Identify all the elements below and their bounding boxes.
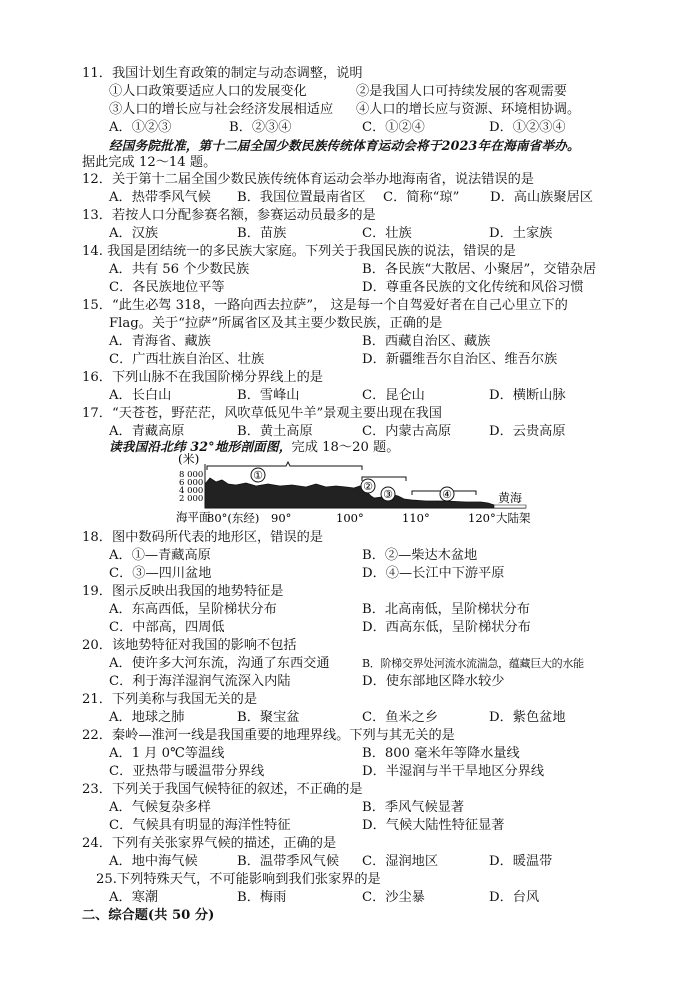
- q11-option-c: C．①②④: [362, 120, 425, 135]
- terrain-profile-figure: [176, 450, 536, 526]
- q17-option-c: C．内蒙古高原: [362, 424, 452, 439]
- q24-option-a: A．地中海气候: [109, 854, 198, 869]
- q21-option-c: C．鱼米之乡: [362, 710, 439, 725]
- intro-18-20-material: 读我国沿北纬 32°地形剖面图，: [109, 439, 292, 454]
- profile-x-tick-90: 90°: [271, 511, 292, 525]
- q13-option-d: D．土家族: [489, 226, 553, 241]
- q18-option-d: D．④—长江中下游平原: [362, 566, 505, 581]
- q21-option-a: A．地球之肺: [109, 710, 185, 725]
- q17-option-a: A．青藏高原: [109, 424, 185, 439]
- q15-option-d: D．新疆维吾尔自治区、维吾尔族: [362, 352, 558, 367]
- q20-option-b: B．阶梯交界处河流水流湍急，蕴藏巨大的水能: [362, 657, 584, 670]
- intro-18-20-instruction: 完成 18～20 题。: [291, 440, 400, 455]
- q23-option-a: A．气候复杂多样: [109, 800, 211, 815]
- q25-option-b: B．梅雨: [237, 890, 287, 905]
- profile-x-tick-120: 120°: [468, 511, 496, 525]
- profile-x-tick-110: 110°: [402, 511, 430, 525]
- q15-option-c: C．广西壮族自治区、壮族: [109, 352, 265, 367]
- q24-option-c: C．湿润地区: [362, 854, 439, 869]
- q11-option-a: A．①②③: [109, 120, 172, 135]
- q22-option-b: B．800 毫米年等降水量线: [362, 746, 520, 761]
- q11-statement-4: ④人口的增长应与资源、环境相协调。: [356, 102, 581, 117]
- q14-stem: 14. 我国是团结统一的多民族大家庭。下列关于我国民族的说法，错误的是: [82, 244, 516, 259]
- q21-stem: 21．下列美称与我国无关的是: [82, 692, 258, 707]
- q14-option-c: C．各民族地位平等: [109, 280, 225, 295]
- q12-stem: 12．关于第十二届全国少数民族传统体育运动会举办地海南省，说法错误的是: [82, 172, 534, 187]
- profile-marker-3: ③: [383, 488, 393, 501]
- profile-y-tick-8000: 8 000: [179, 470, 204, 480]
- q13-option-b: B．苗族: [237, 226, 287, 241]
- q18-option-a: A．①—青藏高原: [109, 548, 211, 563]
- q11-statement-1: ①人口政策要适应人口的发展变化: [109, 84, 307, 99]
- q11-option-b: B．②③④: [229, 120, 292, 135]
- q22-stem: 22．秦岭—淮河一线是我国重要的地理界线。下列与其无关的是: [82, 728, 455, 743]
- profile-shelf-name: 大陆架: [496, 511, 531, 525]
- q25-option-c: C．沙尘暴: [362, 890, 425, 905]
- q23-option-d: D．气候大陆性特征显著: [362, 818, 505, 833]
- profile-marker-2: ②: [363, 480, 373, 493]
- q14-option-b: B．各民族“大散居、小聚居”，交错杂居: [362, 262, 597, 277]
- q20-stem: 20．该地势特征对我国的影响不包括: [82, 638, 297, 653]
- q20-option-d: D．使东部地区降水较少: [362, 674, 505, 689]
- q18-option-b: B．②—柴达木盆地: [362, 548, 478, 563]
- q14-option-a: A．共有 56 个少数民族: [109, 262, 250, 277]
- q24-stem: 24．下列有关张家界气候的描述，正确的是: [82, 836, 337, 851]
- q20-option-c: C．利于海洋湿润气流深入内陆: [109, 674, 291, 689]
- q23-option-c: C．气候具有明显的海洋性特征: [109, 818, 291, 833]
- profile-sea: [494, 505, 526, 508]
- intro-12-14-material: 经国务院批准，第十二届全国少数民族传统体育运动会将于2023年在海南省举办。: [109, 138, 580, 153]
- q23-option-b: B．季风气候显著: [362, 800, 465, 815]
- q25-stem: 25.下列特殊天气，不可能影响到我们张家界的是: [96, 872, 381, 887]
- q21-option-b: B．聚宝盆: [237, 710, 300, 725]
- q13-option-c: C．壮族: [362, 226, 412, 241]
- q12-option-a: A．热带季风气候: [109, 190, 211, 205]
- q12-option-d: D．高山族聚居区: [490, 190, 593, 205]
- q11-option-d: D．①②③④: [489, 120, 566, 135]
- q12-option-c: C．简称“琼”: [383, 190, 460, 205]
- q15-option-a: A．青海省、藏族: [109, 334, 211, 349]
- q16-stem: 16．下列山脉不在我国阶梯分界线上的是: [82, 370, 323, 385]
- q23-stem: 23．下列关于我国气候特征的叙述，不正确的是: [82, 782, 363, 797]
- q25-option-d: D．台风: [489, 890, 540, 905]
- q19-stem: 19．图示反映出我国的地势特征是: [82, 584, 284, 599]
- q13-stem: 13．若按人口分配参赛名额，参赛运动员最多的是: [82, 208, 376, 223]
- q19-option-c: C．中部高，四周低: [109, 620, 225, 635]
- q13-option-a: A．汉族: [109, 226, 159, 241]
- q19-option-d: D．西高东低，呈阶梯状分布: [362, 620, 531, 635]
- q11-statement-3: ③人口的增长应与社会经济发展相适应: [109, 102, 334, 117]
- q22-option-a: A．1 月 0℃等温线: [109, 746, 225, 761]
- profile-marker-1: ①: [253, 469, 263, 482]
- profile-y-tick-4000: 4 000: [179, 486, 204, 496]
- q15-option-b: B．西藏自治区、藏族: [362, 334, 491, 349]
- q22-option-c: C．亚热带与暖温带分界线: [109, 764, 265, 779]
- profile-y-tick-6000: 6 000: [179, 478, 204, 488]
- profile-x-tick-80: 80°(东经): [207, 511, 260, 525]
- profile-y-tick-2000: 2 000: [179, 494, 204, 504]
- q16-option-a: A．长白山: [109, 388, 172, 403]
- q11-stem: 11．我国计划生育政策的制定与动态调整，说明: [82, 66, 363, 81]
- profile-bracket-1: [207, 462, 362, 470]
- q22-option-d: D．半湿润与半干旱地区分界线: [362, 764, 545, 779]
- q24-option-d: D．暖温带: [489, 854, 553, 869]
- q16-option-d: D．横断山脉: [489, 388, 566, 403]
- q15-stem-line-2: Flag。关于“拉萨”所属省区及其主要少数民族，正确的是: [109, 316, 443, 331]
- q14-option-d: D．尊重各民族的文化传统和风俗习惯: [362, 280, 584, 295]
- q18-option-c: C．③—四川盆地: [109, 566, 212, 581]
- profile-marker-4: ④: [442, 488, 452, 501]
- q12-option-b: B．我国位置最南省区: [237, 190, 366, 205]
- q18-stem: 18．图中数码所代表的地形区，错误的是: [82, 530, 323, 545]
- section-2-heading: 二、综合题(共 50 分): [82, 908, 215, 923]
- profile-unit-label: (米): [178, 452, 200, 466]
- q15-stem-line-1: 15．“此生必驾 318，一路向西去拉萨”， 这是每一个自驾爱好者在自己心里立下的: [82, 298, 568, 313]
- q17-option-d: D．云贵高原: [489, 424, 566, 439]
- q24-option-b: B．温带季风气候: [237, 854, 340, 869]
- profile-x-tick-100: 100°: [336, 511, 364, 525]
- q11-statement-2: ②是我国人口可持续发展的客观需要: [356, 84, 567, 99]
- profile-sea-name: 黄海: [498, 491, 523, 505]
- q25-option-a: A．寒潮: [109, 890, 159, 905]
- q19-option-b: B．北高南低，呈阶梯状分布: [362, 602, 530, 617]
- q19-option-a: A．东高西低，呈阶梯状分布: [109, 602, 277, 617]
- profile-sea-level-label: 海平面: [176, 510, 211, 524]
- q17-stem: 17．“天苍苍，野茫茫，风吹草低见牛羊”景观主要出现在我国: [82, 406, 442, 421]
- q16-option-c: C．昆仑山: [362, 388, 425, 403]
- q16-option-b: B．雪峰山: [237, 388, 300, 403]
- q21-option-d: D．紫色盆地: [489, 710, 566, 725]
- q17-option-b: B．黄土高原: [237, 424, 313, 439]
- q20-option-a: A．使许多大河东流，沟通了东西交通: [109, 656, 330, 671]
- intro-12-14-instruction: 据此完成 12～14 题。: [82, 155, 217, 170]
